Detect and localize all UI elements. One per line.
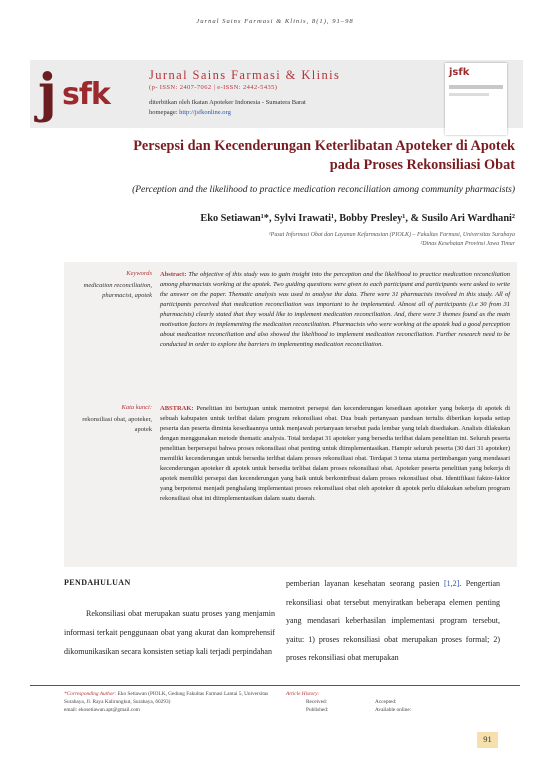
corresponding-text: Eko Setiawan (PIOLK, Gedung Fakultas Farmasi Lantai 5, Universitas Surabaya, Jl. Raya Kalirungkut, Surabaya, 60293) bbox=[64, 691, 269, 705]
journal-logo bbox=[38, 64, 138, 124]
article-title-line: Persepsi dan Kecenderungan Keterlibatan Apoteker di Apotek bbox=[133, 138, 515, 154]
footnote-rule bbox=[30, 685, 520, 686]
keywords: medication reconciliation, pharmacist, apotek bbox=[83, 282, 152, 299]
kata-kunci-label: Kata kunci: bbox=[121, 404, 152, 411]
body-left-column: Rekonsiliasi obat merupakan suatu proses yang menjamin informasi terkait penggunaan obat yang akurat dan komprehensif dikomunikasikan secara konsisten setiap kali terjadi perpindahan bbox=[64, 609, 275, 656]
logo-letter-j: j bbox=[38, 63, 57, 124]
running-head: Jurnal Sains Farmasi & Klinis, 8(1), 91–98 bbox=[196, 18, 354, 25]
abstract-label: Abstract: bbox=[160, 271, 187, 278]
available-online-label: Available online: bbox=[375, 707, 412, 713]
corresponding-label: *Corresponding Author: bbox=[64, 691, 117, 697]
body-text: pemberian layanan kesehatan seorang pasien bbox=[286, 579, 440, 588]
article-title-line: pada Proses Rekonsiliasi Obat bbox=[329, 157, 515, 173]
kata-kunci: rekonsiliasi obat, apoteker, apotek bbox=[82, 416, 152, 433]
citation-link[interactable]: [1,2] bbox=[443, 579, 460, 588]
cover-logo: jsfk bbox=[449, 67, 470, 78]
body-right-column bbox=[286, 575, 500, 668]
received-label: Received: bbox=[306, 699, 328, 705]
keywords-label: Keywords bbox=[126, 270, 152, 277]
abstrak-text: Penelitian ini bertujuan untuk memotret persepsi dan kecenderungan kesediaan apoteker yang bekerja di apotek di sebuah kabupaten untuk terlibat dalam program rekonsiliasi obat. Dua buah pertanyaan panduan tertulis diberikan kepada setiap peserta dan peserta diminta kesediaannya untuk menjawab pertanyaan tersebut pada lembar yang telah disediakan. Analisis dilakukan dengan menggunakan metode thematic analysis. Total terdapat 31 apoteker yang bersedia terlibat dalam penelitian ini. Seluruh peserta penelitian berpersepsi bahwa proses rekonsiliasi obat penting untuk diimplementasikan. Hampir seluruh peserta (30 dari 31 apoteker) memiliki kecenderungan untuk bersedia terlibat dalam proses rekonsiliasi obat. Terdapat 3 tema utama pertimbangan yang mendasari kecenderungan apoteker di apotek untuk bersedia terlibat dalam proses rekonsiliasi obat. Apoteker peserta penelitian yang bekerja di apotek memiliki persepsi dan kecenderungan yang baik untuk berkontribusi dalam proses rekonsiliasi obat. Identifikasi faktor-faktor yang berpotensi menjadi penghalang implementasi proses rekonsiliasi obat oleh apoteker di apotek perlu dilakukan sebelum program rekonsiliasi obat ini diimplementasikan dalam suatu daerah. bbox=[160, 405, 511, 502]
english-title: (Perception and the likelihood to practice medication reconciliation among community pharmacists) bbox=[132, 185, 515, 195]
issn: (p- ISSN: 2407-7062 | e-ISSN: 2442-5435) bbox=[149, 84, 278, 91]
abstrak-label: ABSTRAK: bbox=[160, 405, 194, 412]
corresponding-author bbox=[64, 690, 274, 714]
abstract-text: The objective of this study was to gain insight into the perception and the likelihood to practice medication reconciliation among pharmacists working at the apotek. Two guiding questions were given to each participant and participants were asked to write the answer on the paper. Thematic analysis was used to analyse the data. There were 31 pharmacists involved in this study. All of participants perceived that medication reconciliation was important to be implemented. Almost all of participants (i.e 30 from 31 pharmacists) clearly stated that they would like to implement medication reconciliation. And, there were 3 themes found as the main motivation factors in implementing the medication reconciliation. Pharmacists who were working at the apotek had a good perception about medication reconciliation and also showed the likelihood to implement medication reconciliation. Further research need to be conducted in order to explore the barriers in implementing medication reconciliation. bbox=[160, 271, 510, 348]
article-history-label: Article History: bbox=[286, 691, 320, 697]
logo-letters-sfk: sfk bbox=[62, 77, 110, 112]
homepage-label: homepage: bbox=[149, 109, 178, 116]
abstrak-indonesia bbox=[160, 404, 510, 504]
publisher: diterbitkan oleh Ikatan Apoteker Indonesia - Sumatera Barat bbox=[149, 99, 306, 106]
affiliation: ¹Pusat Informasi Obat dan Layanan Kefarmasian (PIOLK) – Fakultas Farmasi, Universitas Surabaya bbox=[268, 232, 515, 238]
author-list: Eko Setiawan¹*, Sylvi Irawati¹, Bobby Presley¹, & Susilo Ari Wardhani² bbox=[200, 213, 515, 224]
journal-title: Jurnal Sains Farmasi & Klinis bbox=[149, 68, 341, 82]
abstract-english bbox=[160, 270, 510, 350]
section-heading: PENDAHULUAN bbox=[64, 578, 131, 587]
accepted-label: Accepted: bbox=[375, 699, 397, 705]
cover-decoration bbox=[449, 85, 503, 89]
body-text: . Pengertian rekonsiliasi obat tersebut menyiratkan beberapa elemen penting yang mendasari keberhasilan implementasi program tersebut, yaitu: 1) proses rekonsiliasi obat merupakan proses formal; 2) proses rekonsiliasi obat merupakan bbox=[286, 579, 500, 662]
author-email: email: ekosetiawan.apt@gmail.com bbox=[64, 707, 140, 713]
page-number: 91 bbox=[483, 734, 492, 744]
affiliation: ²Dinas Kesehatan Provinsi Jawa Timur bbox=[420, 241, 515, 247]
article-title bbox=[60, 137, 515, 175]
homepage-link[interactable]: http://jsfkonline.org bbox=[179, 109, 231, 116]
journal-cover-thumbnail bbox=[445, 63, 507, 135]
cover-decoration bbox=[449, 93, 489, 96]
published-label: Published: bbox=[306, 707, 329, 713]
homepage bbox=[149, 109, 231, 116]
